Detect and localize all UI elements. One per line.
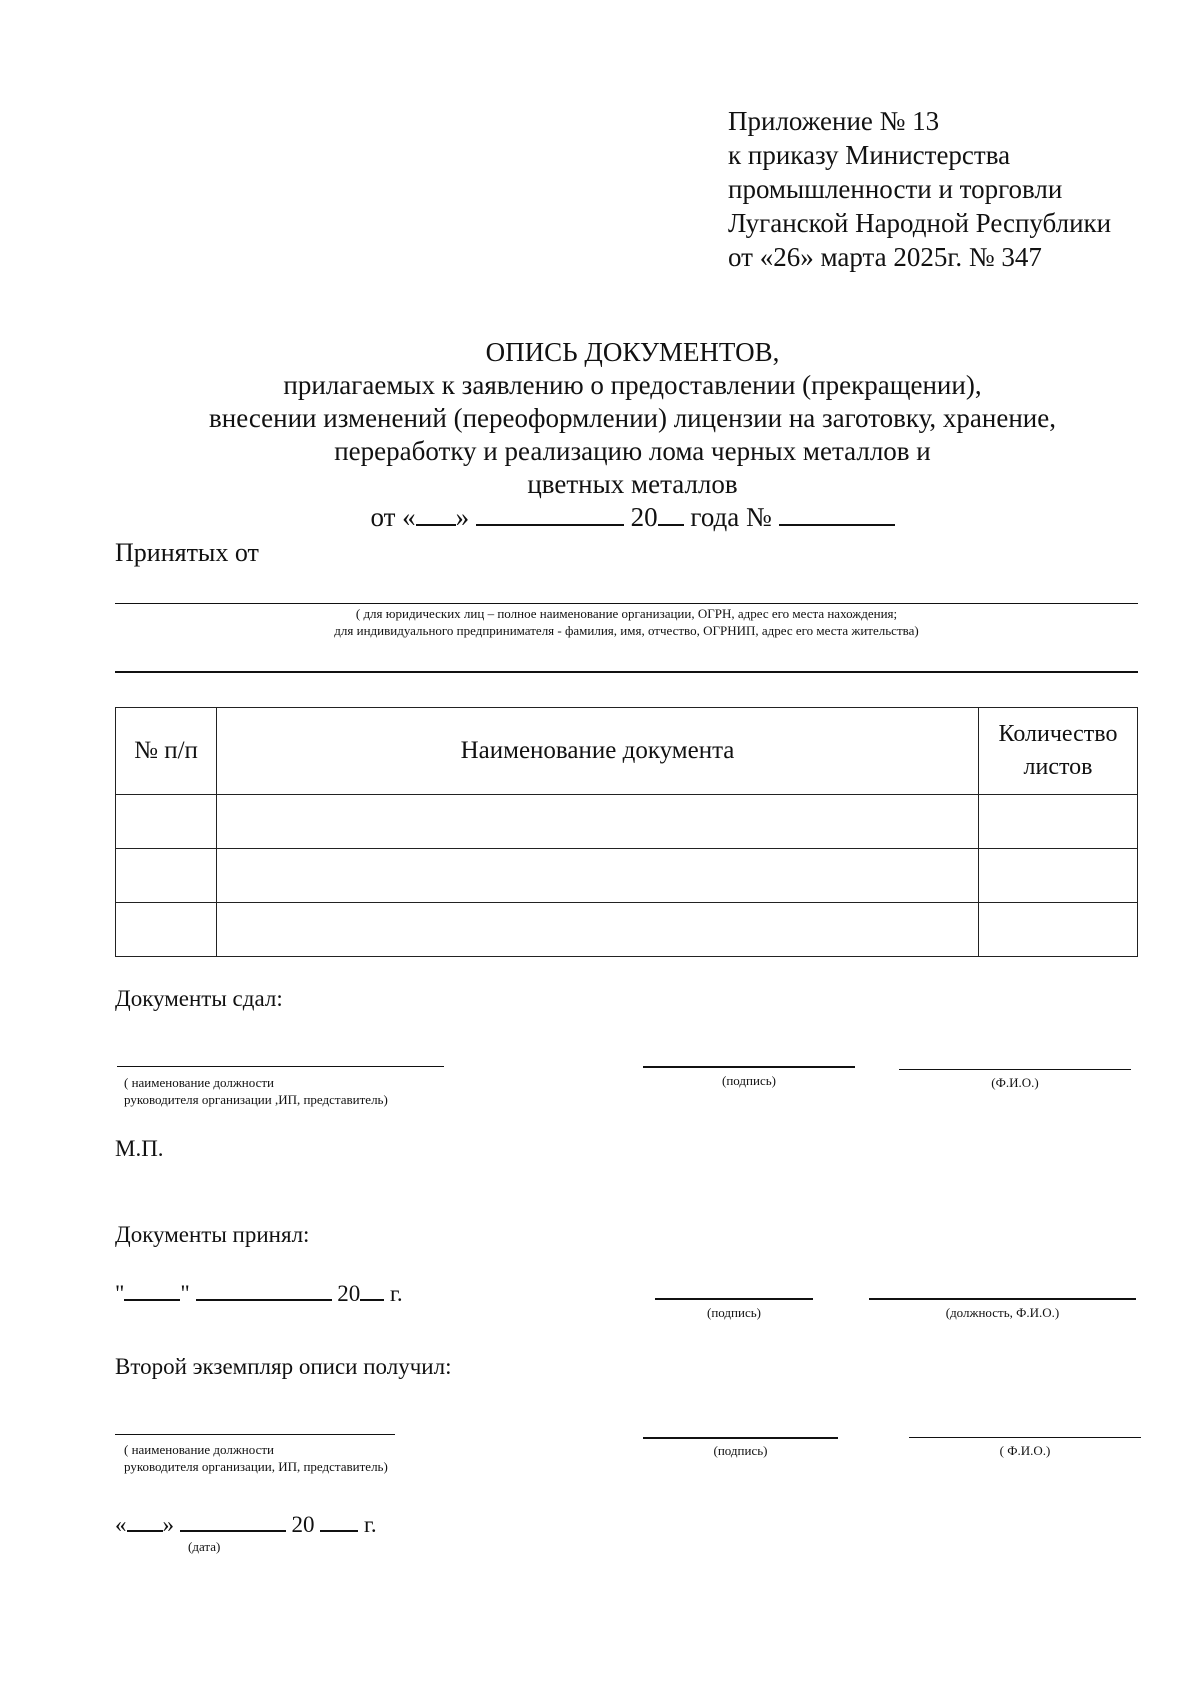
cell-qty[interactable]	[979, 849, 1138, 903]
cell-name[interactable]	[217, 903, 979, 957]
received-signature-line[interactable]	[655, 1298, 813, 1300]
header-name: Наименование документа	[217, 708, 979, 795]
second-copy-label: Второй экземпляр описи получил:	[115, 1354, 452, 1379]
second-signature-line[interactable]	[643, 1437, 838, 1439]
appendix-republic: Луганской Народной Республики	[728, 208, 1112, 238]
stamp-label: М.П.	[115, 1136, 164, 1161]
second-position-line[interactable]	[115, 1434, 395, 1435]
cell-name[interactable]	[217, 795, 979, 849]
received-day-blank[interactable]	[124, 1277, 180, 1301]
appendix-ministry: промышленности и торговли	[728, 174, 1063, 204]
table-header-row	[116, 708, 1138, 795]
title-line-5: цветных металлов	[527, 469, 738, 499]
second-name-caption: ( Ф.И.О.)	[999, 1443, 1051, 1458]
appendix-header	[728, 104, 1111, 274]
handed-over-label: Документы сдал:	[115, 986, 283, 1011]
header-qty: Количество листов	[979, 708, 1138, 795]
appendix-order-date: от «26» марта 2025г. № 347	[728, 242, 1042, 272]
table-row	[116, 849, 1138, 903]
appendix-order-ref: к приказу Министерства	[728, 140, 1011, 170]
documents-table	[115, 707, 1138, 957]
received-name-line[interactable]	[869, 1298, 1136, 1300]
cell-qty[interactable]	[979, 795, 1138, 849]
title-date-line: от « » 20 года №	[0, 501, 1200, 534]
number-blank[interactable]	[779, 502, 895, 526]
year-blank[interactable]	[658, 502, 684, 526]
second-name-line[interactable]	[909, 1437, 1141, 1438]
second-day-blank[interactable]	[127, 1508, 163, 1532]
title-main: ОПИСЬ ДОКУМЕНТОВ,	[485, 337, 780, 367]
handed-position-line[interactable]	[117, 1066, 444, 1067]
received-signature-caption: (подпись)	[707, 1305, 761, 1320]
date-caption: (дата)	[188, 1539, 221, 1554]
received-date-line: " " 20 г.	[115, 1277, 403, 1307]
cell-name[interactable]	[217, 849, 979, 903]
accepted-from-label: Принятых от	[115, 538, 259, 567]
second-month-blank[interactable]	[180, 1508, 286, 1532]
handed-name-line[interactable]	[899, 1069, 1131, 1070]
received-name-caption: (должность, Ф.И.О.)	[945, 1305, 1060, 1320]
header-num: № п/п	[116, 708, 217, 795]
second-position-caption: ( наименование должности руководителя организации, ИП, представитель)	[124, 1442, 388, 1474]
title-line-4: переработку и реализацию лома черных металлов и	[334, 436, 931, 466]
cell-num[interactable]	[116, 849, 217, 903]
document-title	[0, 336, 1200, 534]
second-year-blank[interactable]	[320, 1508, 358, 1532]
title-line-2: прилагаемых к заявлению о предоставлении (прекращении),	[283, 370, 982, 400]
table-row	[116, 903, 1138, 957]
cell-num[interactable]	[116, 795, 217, 849]
appendix-number: Приложение № 13	[728, 106, 940, 136]
accepted-from-line-2[interactable]	[115, 671, 1138, 673]
second-date-line: « » 20 г.	[115, 1508, 377, 1538]
handed-name-caption: (Ф.И.О.)	[991, 1075, 1039, 1090]
title-line-3: внесении изменений (переоформлении) лицензии на заготовку, хранение,	[209, 403, 1056, 433]
accepted-from-line[interactable]	[115, 603, 1138, 604]
second-signature-caption: (подпись)	[713, 1443, 768, 1458]
received-year-blank[interactable]	[360, 1277, 384, 1301]
month-blank[interactable]	[476, 502, 624, 526]
cell-qty[interactable]	[979, 903, 1138, 957]
handed-signature-caption: (подпись)	[722, 1073, 776, 1088]
received-label: Документы принял:	[115, 1222, 310, 1247]
table-row	[116, 795, 1138, 849]
received-month-blank[interactable]	[196, 1277, 332, 1301]
accepted-from-note: ( для юридических лиц – полное наименование организации, ОГРН, адрес его места нахождения; для индивидуального предпринимателя - фамилия, имя, отчество, ОГРНИП, адрес его места жительства)	[334, 606, 919, 638]
day-blank[interactable]	[416, 502, 456, 526]
handed-signature-line[interactable]	[643, 1066, 855, 1068]
handed-position-caption: ( наименование должности руководителя организации ,ИП, представитель)	[124, 1075, 388, 1107]
cell-num[interactable]	[116, 903, 217, 957]
